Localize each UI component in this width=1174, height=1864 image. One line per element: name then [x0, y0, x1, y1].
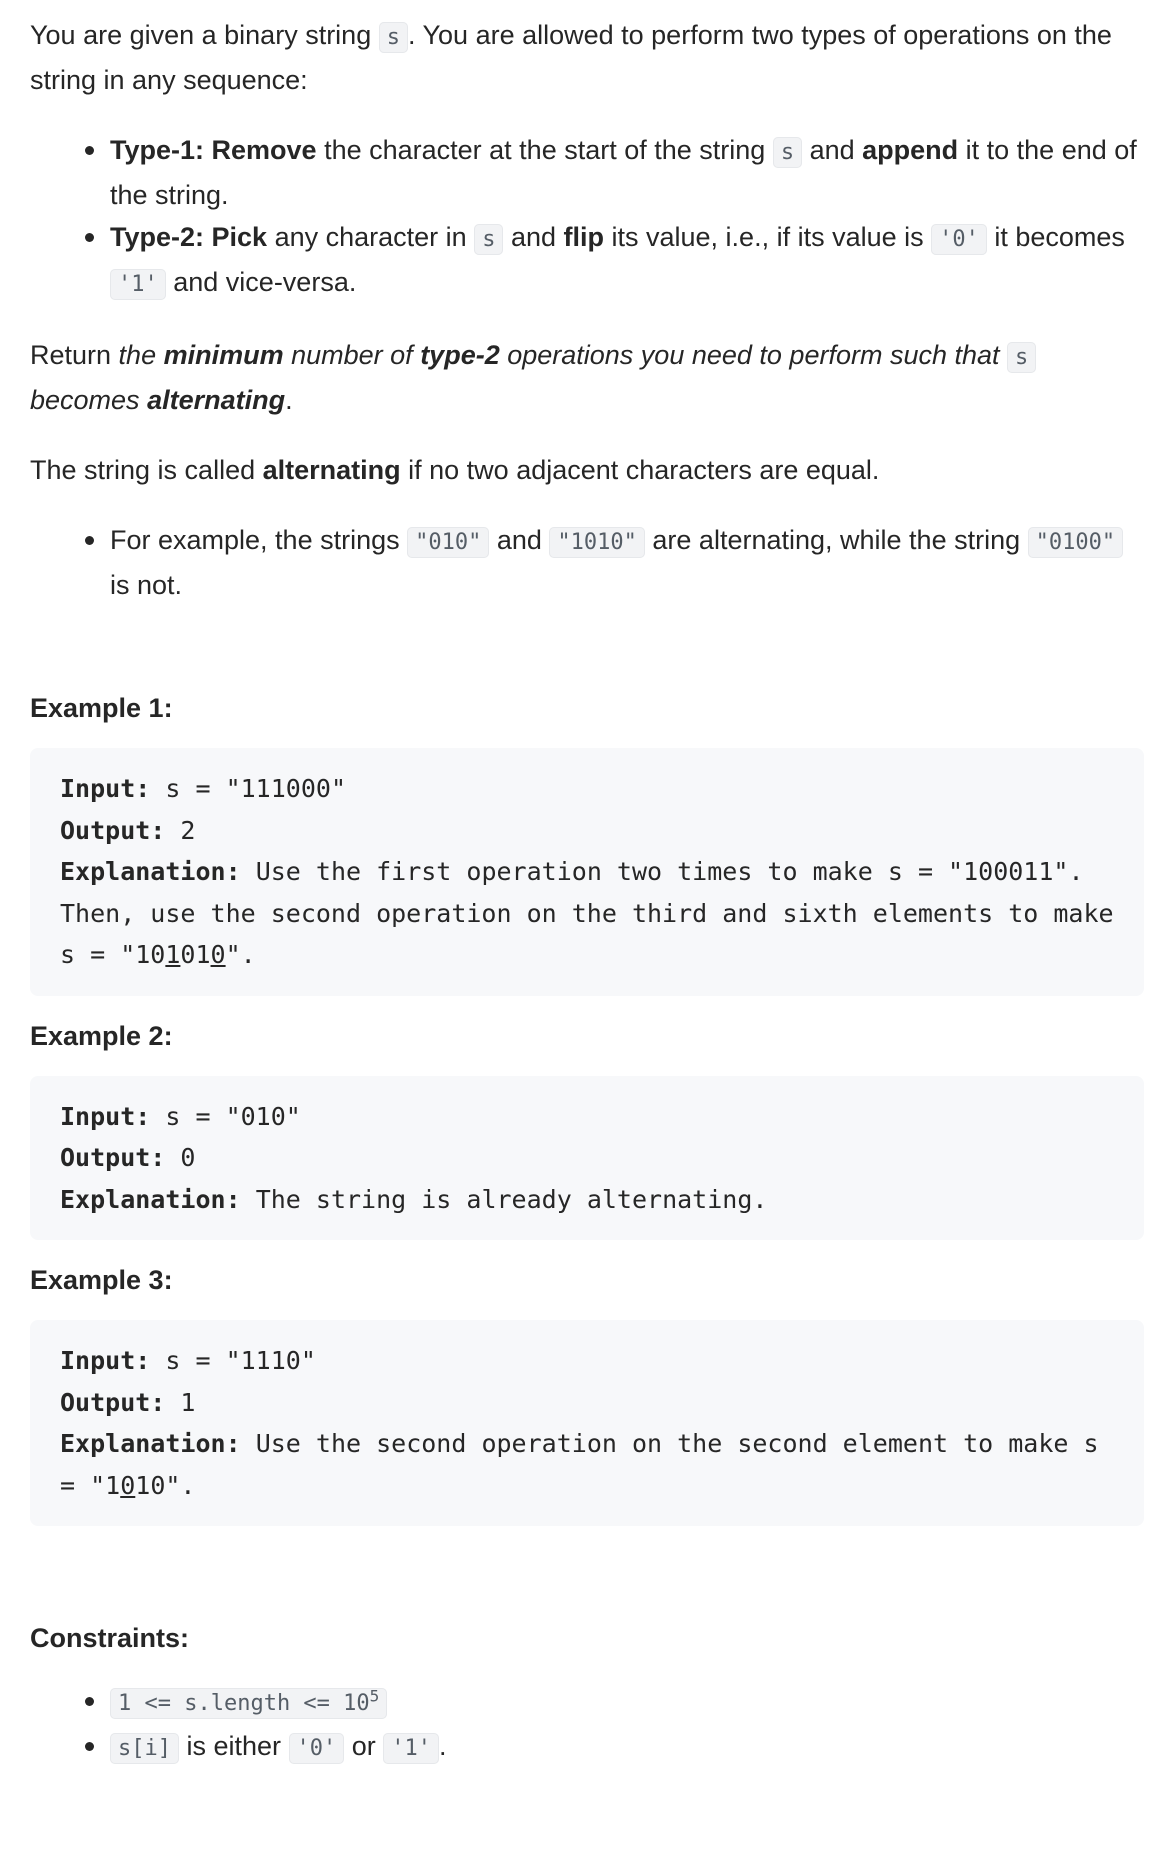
example-1-title: Example 1: [30, 693, 173, 723]
alternating-example-list [30, 519, 1144, 606]
inline-code-s: s [379, 22, 408, 53]
constraints-list [30, 1680, 1144, 1770]
constraint-length: 1 <= s.length <= $10^5$ [110, 1680, 1144, 1725]
intro-paragraph: You are given a binary string s . You are allowed to perform two types of operations on the string in any sequence: [30, 20, 1112, 95]
alternating-example: For example, the strings "010" and "1010" are alternating, while the string "0100" is not. [110, 519, 1144, 606]
return-statement: Return the minimum number of type-2 operations you need to perform such that s becomes alternating. [30, 334, 1144, 421]
example-3-block: Input: s = "1110" Output: 1 Explanation: Use the second operation on the second element to make s = "1010". [30, 1320, 1144, 1526]
example-1-block: Input: s = "111000" Output: 2 Explanation: Use the first operation two times to make s = "100011". Then, use the second operation on the third and sixth elements to make s = "101010". [30, 748, 1144, 996]
example-2-block: Input: s = "010" Output: 0 Explanation: The string is already alternating. [30, 1076, 1144, 1241]
constraints-title: Constraints: [30, 1623, 190, 1653]
operation-type-2: Type-2: Pick any character in s and flip its value, i.e., if its value is '0' it becomes '1' and vice-versa. [110, 216, 1144, 306]
alternating-definition: The string is called alternating if no two adjacent characters are equal. [30, 455, 880, 485]
example-3-title: Example 3: [30, 1265, 173, 1295]
constraint-chars: s[i] is either '0' or '1' . [110, 1725, 1144, 1770]
example-2-title: Example 2: [30, 1020, 173, 1051]
operations-list [30, 129, 1144, 306]
operation-type-1: Type-1: Remove the character at the start of the string s and append it to the end of the string. [110, 129, 1144, 216]
